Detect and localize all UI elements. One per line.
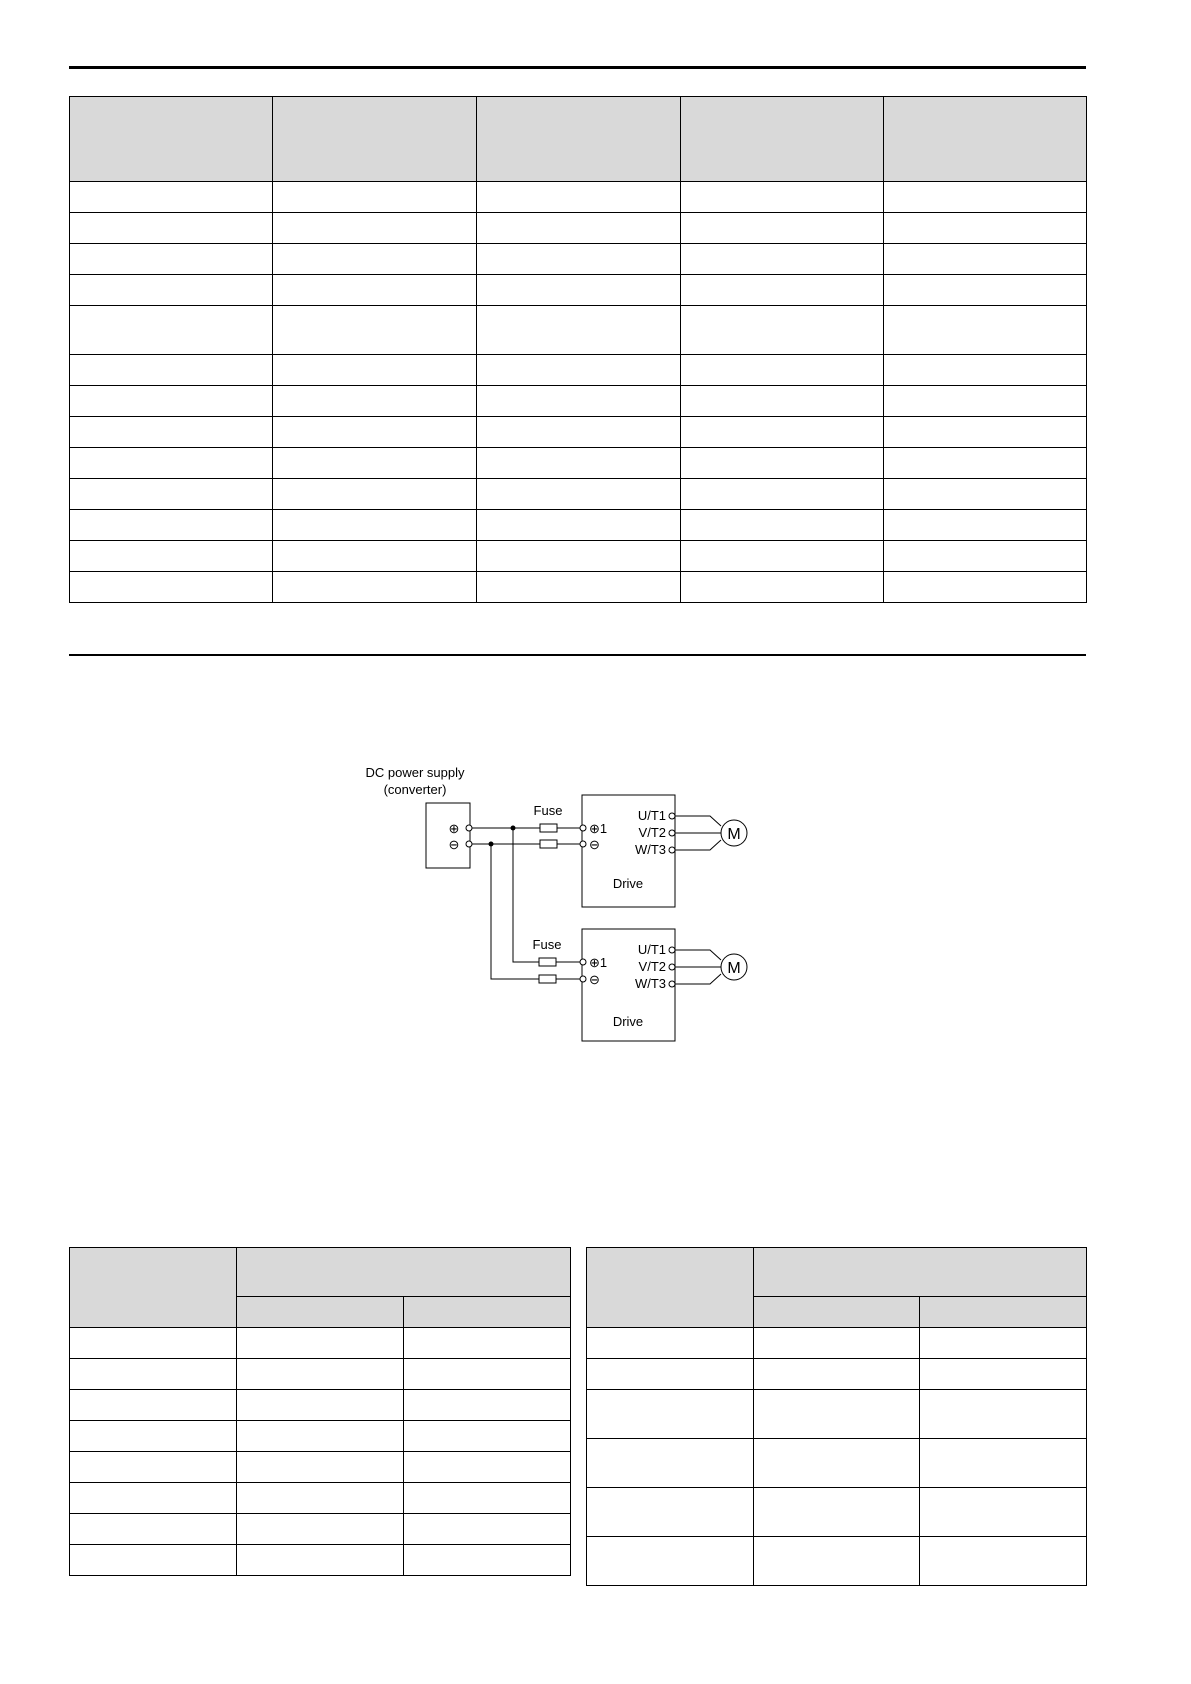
table-row xyxy=(70,213,1087,244)
header-cell xyxy=(884,97,1087,182)
header-cell xyxy=(237,1248,571,1297)
header-cell xyxy=(273,97,477,182)
fuse-label: Fuse xyxy=(532,937,562,952)
supply-plus-terminal xyxy=(466,825,472,831)
table-row xyxy=(587,1537,1087,1586)
table-row xyxy=(587,1488,1087,1537)
motor-label: M xyxy=(727,826,741,843)
supply-minus-terminal xyxy=(466,841,472,847)
table-row xyxy=(70,1421,571,1452)
drive-input-terminal xyxy=(580,825,586,831)
drive-input-terminal xyxy=(580,959,586,965)
table-row xyxy=(70,479,1087,510)
u-terminal-label: U/T1 xyxy=(637,808,666,823)
table-row xyxy=(70,182,1087,213)
motor-label: M xyxy=(727,960,741,977)
header-rule xyxy=(69,66,1086,69)
negative-branch-wire xyxy=(491,844,580,979)
output-terminal xyxy=(669,964,675,970)
table-row xyxy=(70,1359,571,1390)
fuse-icon xyxy=(539,975,556,983)
table-row xyxy=(70,1514,571,1545)
motor-wire xyxy=(675,950,721,960)
motor-wire xyxy=(675,840,721,850)
drive-label: Drive xyxy=(612,1014,644,1029)
w-terminal-label: W/T3 xyxy=(634,976,666,991)
fuse-icon xyxy=(539,958,556,966)
v-terminal-label: V/T2 xyxy=(638,959,666,974)
terminal-plus1-label: ⊕1 xyxy=(589,955,608,970)
table-header-row xyxy=(587,1248,1087,1297)
v-terminal-label: V/T2 xyxy=(638,825,666,840)
supply-plus-terminal-label: ⊕ xyxy=(448,821,460,836)
specification-table xyxy=(69,96,1087,603)
terminal-minus-label: ⊖ xyxy=(589,972,600,987)
output-terminal xyxy=(669,813,675,819)
header-cell xyxy=(920,1297,1087,1328)
table-row xyxy=(70,1483,571,1514)
section-rule xyxy=(69,654,1086,656)
header-cell xyxy=(70,1248,237,1328)
table-row xyxy=(587,1390,1087,1439)
fuse-table-left xyxy=(69,1247,571,1576)
table-header-row xyxy=(70,1248,571,1297)
terminal-plus1-label: ⊕1 xyxy=(589,821,608,836)
header-cell xyxy=(237,1297,404,1328)
fuse-icon xyxy=(540,824,557,832)
table-row xyxy=(70,510,1087,541)
supply-minus-terminal-label: ⊖ xyxy=(448,837,460,852)
table-row xyxy=(587,1328,1087,1359)
motor-wire xyxy=(675,816,721,826)
table-row xyxy=(70,541,1087,572)
output-terminal xyxy=(669,830,675,836)
table-row xyxy=(70,306,1087,355)
header-cell xyxy=(404,1297,571,1328)
table-row xyxy=(70,355,1087,386)
header-cell xyxy=(587,1248,754,1328)
table-row xyxy=(70,1390,571,1421)
drive-input-terminal xyxy=(580,976,586,982)
header-cell xyxy=(754,1248,1087,1297)
output-terminal xyxy=(669,847,675,853)
table-row xyxy=(70,1452,571,1483)
header-cell xyxy=(681,97,884,182)
table-row xyxy=(587,1359,1087,1390)
header-cell xyxy=(754,1297,920,1328)
table-row xyxy=(70,244,1087,275)
table-row xyxy=(70,417,1087,448)
w-terminal-label: W/T3 xyxy=(634,842,666,857)
header-cell xyxy=(477,97,681,182)
motor-wire xyxy=(675,974,721,984)
output-terminal xyxy=(669,981,675,987)
table-row xyxy=(70,448,1087,479)
header-cell xyxy=(70,97,273,182)
dc-supply-label-line1: DC power supply xyxy=(365,765,465,780)
drive-label: Drive xyxy=(612,876,644,891)
table-row xyxy=(70,1545,571,1576)
table-row xyxy=(70,572,1087,603)
table-header-row xyxy=(70,97,1087,182)
output-terminal xyxy=(669,947,675,953)
fuse-label: Fuse xyxy=(533,803,563,818)
dc-power-wiring-diagram xyxy=(365,760,780,1050)
table-row xyxy=(70,1328,571,1359)
dc-supply-label-line2: (converter) xyxy=(383,782,447,797)
drive-input-terminal xyxy=(580,841,586,847)
table-row xyxy=(70,386,1087,417)
fuse-table-right xyxy=(586,1247,1087,1586)
fuse-icon xyxy=(540,840,557,848)
u-terminal-label: U/T1 xyxy=(637,942,666,957)
table-row xyxy=(587,1439,1087,1488)
terminal-minus-label: ⊖ xyxy=(589,837,600,852)
table-row xyxy=(70,275,1087,306)
